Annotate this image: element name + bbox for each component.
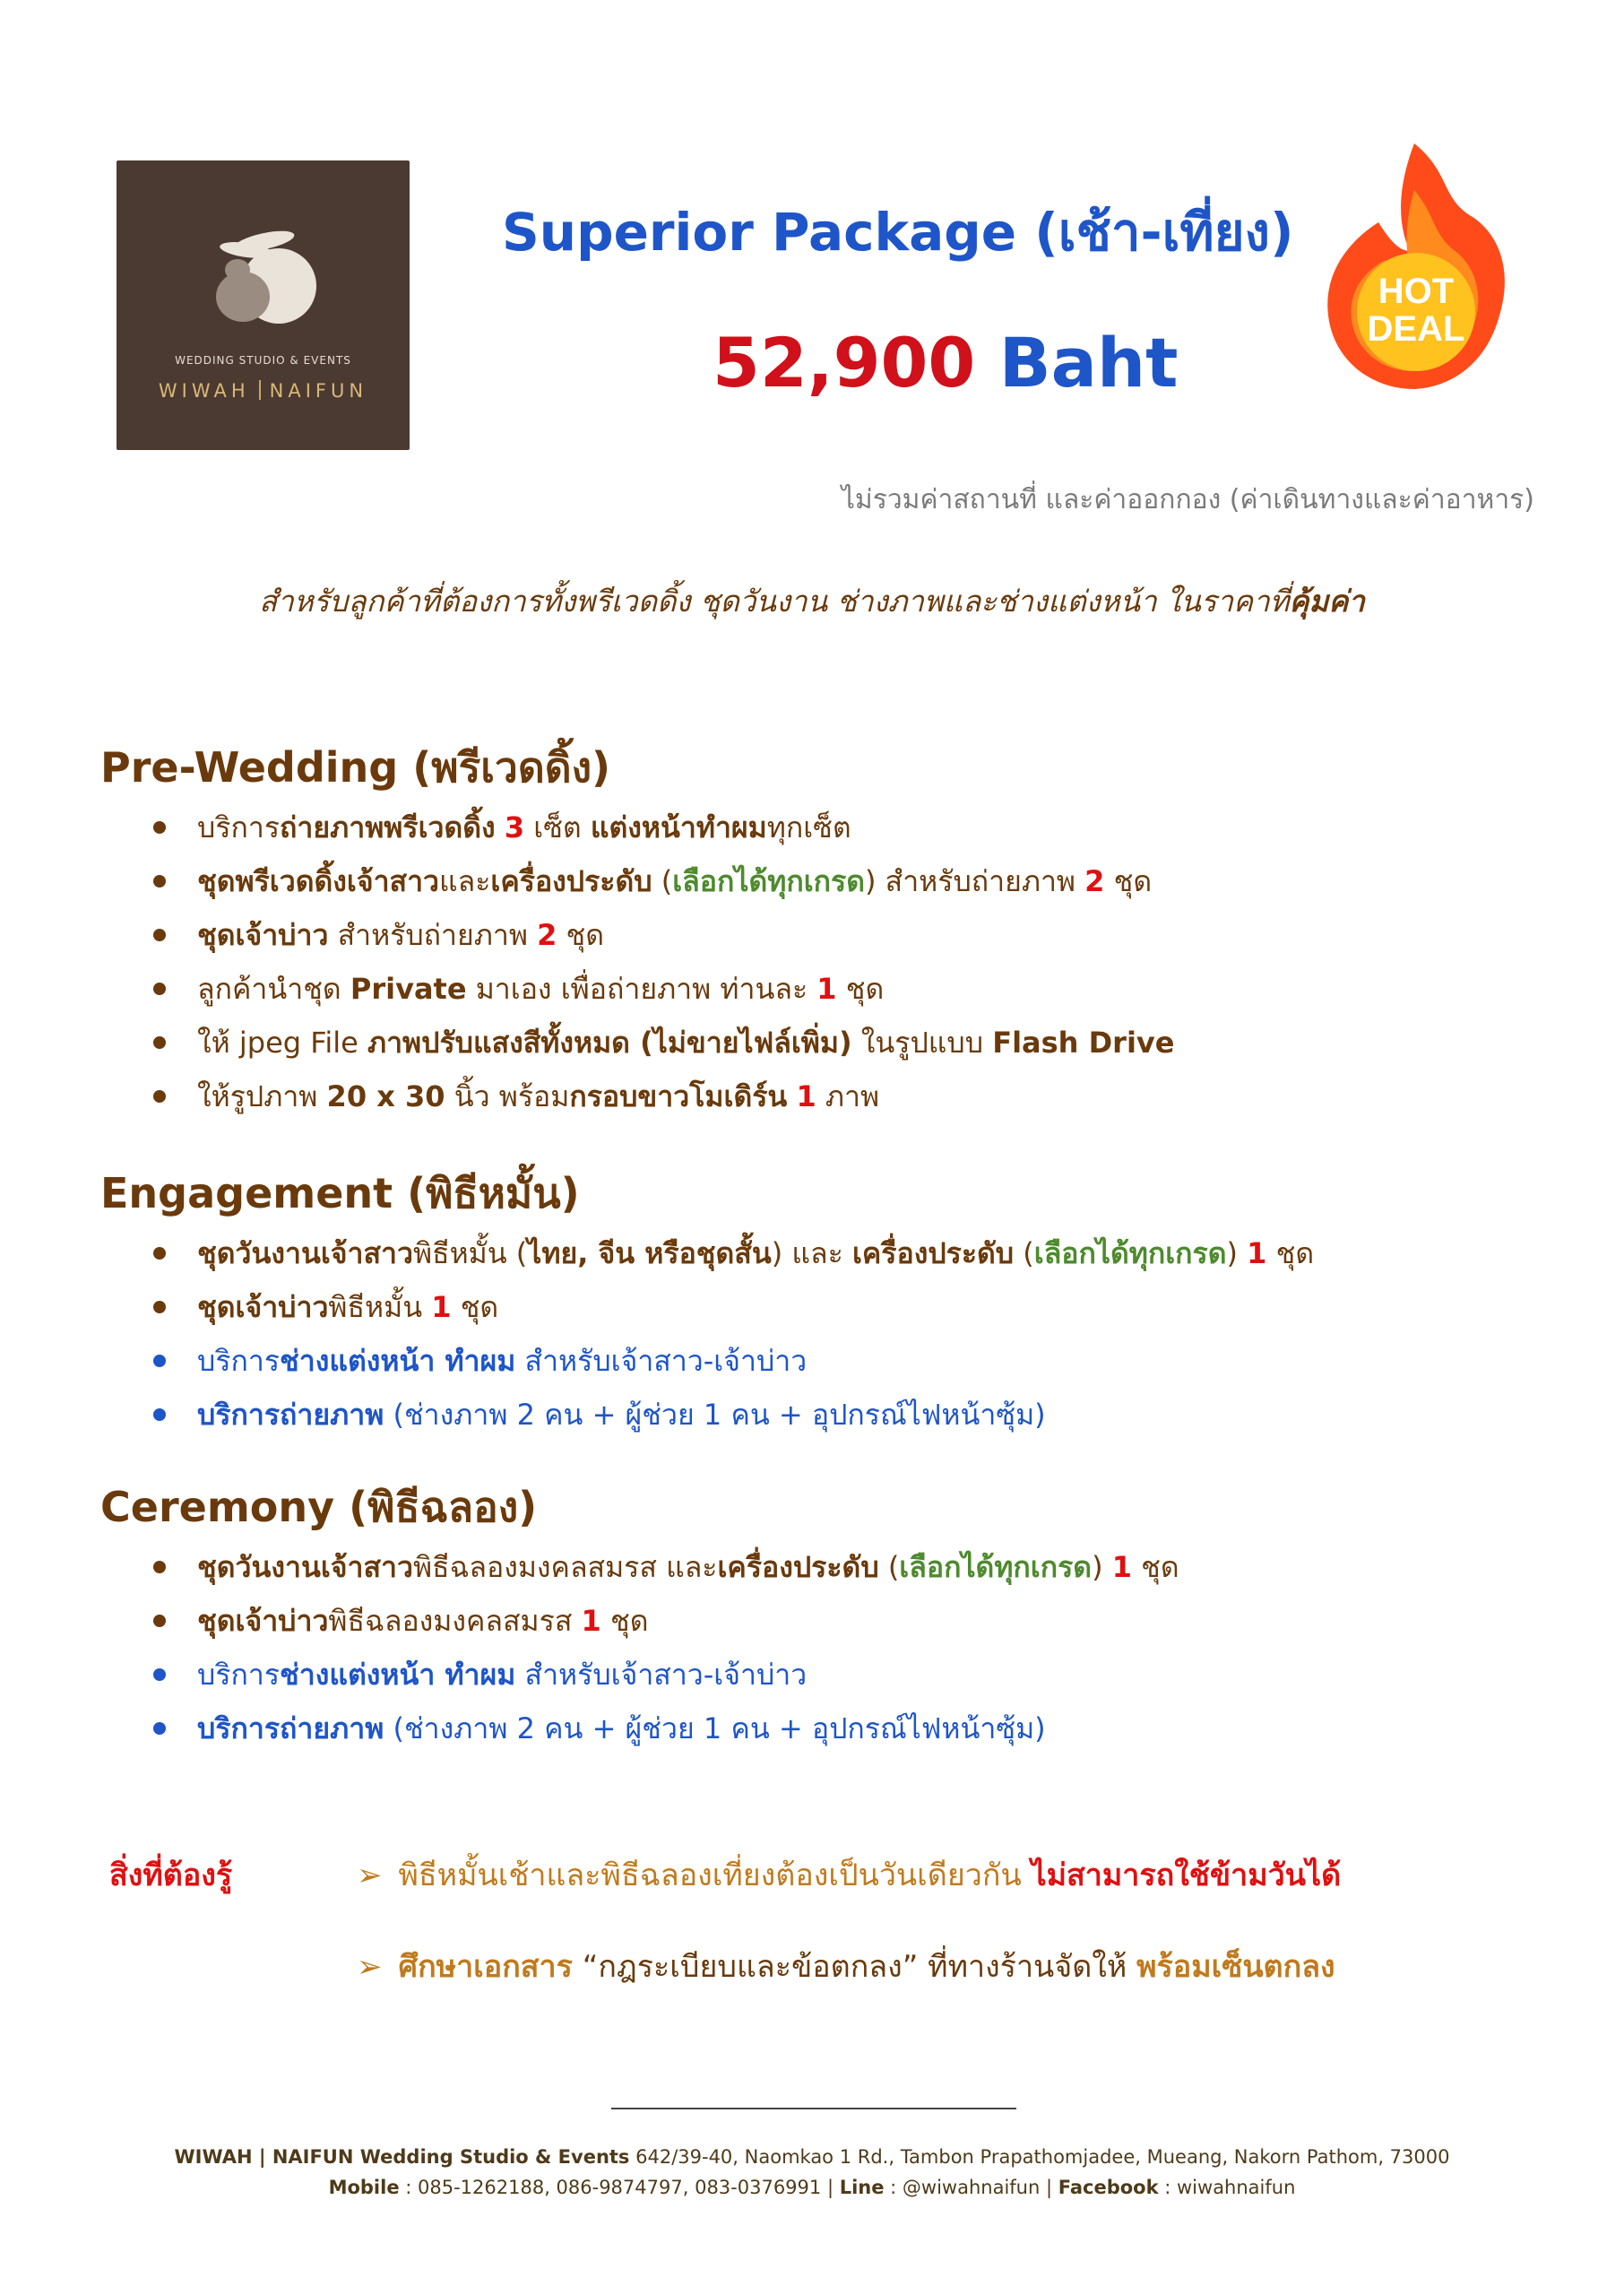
exclusion-note: ไม่รวมค่าสถานที่ และค่าออกกอง (ค่าเดินทางและค่าอาหาร) [841,484,1534,515]
list-item: บริการถ่ายภาพ (ช่างภาพ 2 คน + ผู้ช่วย 1 คน + อุปกรณ์ไฟหน้าซุ้ม) [148,1388,1314,1442]
engagement-list [148,1226,1314,1442]
tagline: สำหรับลูกค้าที่ต้องการทั้งพรีเวดดิ้ง ชุดวันงาน ช่างภาพและช่างแต่งหน้า ในราคาที่คุ้มค่า [259,584,1365,619]
footer-contacts: Mobile : 085-1262188, 086-9874797, 083-0376991 | Line : @wiwahnaifun | Facebook : wiwahnaifun [328,2177,1296,2198]
list-item: ชุดเจ้าบ่าว สำหรับถ่ายภาพ 2 ชุด [148,908,1174,962]
bullet-icon [153,1247,166,1260]
hot-text: HOT [1378,272,1455,311]
bullet-icon [153,1615,166,1627]
arrow-icon: ➢ [357,1949,383,1985]
bullet-icon [153,929,166,941]
list-item: บริการถ่ายภาพพรีเวดดิ้ง 3 เซ็ต แต่งหน้าทำผมทุกเซ็ต [148,801,1174,854]
list-item: ชุดพรีเวดดิ้งเจ้าสาวและเครื่องประดับ (เลือกได้ทุกเกรด) สำหรับถ่ายภาพ 2 ชุด [148,854,1174,908]
prewedding-list [148,801,1174,1123]
list-item: ชุดเจ้าบ่าวพิธีฉลองมงคลสมรส 1 ชุด [148,1594,1179,1648]
bullet-icon [153,983,166,995]
price-amount: 52,900 [713,323,976,403]
list-item: ให้ jpeg File ภาพปรับแสงสีทั้งหมด (ไม่ขายไฟล์เพิ่ม) ในรูปแบบ Flash Drive [148,1016,1174,1070]
bullet-icon [153,1036,166,1049]
bullet-icon [153,1090,166,1103]
list-item: บริการช่างแต่งหน้า ทำผม สำหรับเจ้าสาว-เจ้าบ่าว [148,1648,1179,1702]
bullet-icon [153,1668,166,1681]
logo-studio-text: WEDDING STUDIO & EVENTS [175,354,351,367]
list-item: ชุดเจ้าบ่าวพิธีหมั้น 1 ชุด [148,1280,1314,1334]
list-item: ลูกค้านำชุด Private มาเอง เพื่อถ่ายภาพ ท่านละ 1 ชุด [148,962,1174,1016]
deal-text: DEAL [1367,309,1465,349]
studio-logo [117,160,410,450]
bullet-icon [153,1355,166,1367]
rabbit-logo-icon [202,214,327,331]
logo-brand: WIWAH NAIFUN [158,380,368,402]
ceremony-list [148,1540,1179,1755]
must-know-line-1: ➢ พิธีหมั้นเช้าและพิธีฉลองเที่ยงต้องเป็นวันเดียวกัน ไม่สามารถใช้ข้ามวันได้ [357,1858,1342,1893]
bullet-icon [153,821,166,834]
bullet-icon [153,1561,166,1573]
list-item: บริการถ่ายภาพ (ช่างภาพ 2 คน + ผู้ช่วย 1 คน + อุปกรณ์ไฟหน้าซุ้ม) [148,1702,1179,1755]
package-price [713,323,1178,403]
package-title: Superior Package (เช้า-เที่ยง) [502,202,1294,263]
footer-address: WIWAH | NAIFUN Wedding Studio & Events 642/39-40, Naomkao 1 Rd., Tambon Prapathomjadee, Mueang, Nakorn Pathom, 73000 [174,2146,1450,2168]
list-item: บริการช่างแต่งหน้า ทำผม สำหรับเจ้าสาว-เจ้าบ่าว [148,1334,1314,1388]
bullet-icon [153,875,166,888]
arrow-icon: ➢ [357,1858,383,1893]
bullet-icon [153,1722,166,1735]
footer-divider [611,2108,1016,2109]
ceremony-heading: Ceremony (พิธีฉลอง) [100,1483,538,1531]
prewedding-heading: Pre-Wedding (พรีเวดดิ้ง) [100,743,611,792]
list-item: ชุดวันงานเจ้าสาวพิธีหมั้น (ไทย, จีน หรือชุดสั้น) และ เครื่องประดับ (เลือกได้ทุกเกรด) 1 ชุด [148,1226,1314,1280]
list-item: ให้รูปภาพ 20 x 30 นิ้ว พร้อมกรอบขาวโมเดิร์น 1 ภาพ [148,1070,1174,1123]
engagement-heading: Engagement (พิธีหมั้น) [100,1169,580,1217]
bullet-icon [153,1408,166,1421]
price-unit: Baht [998,323,1179,403]
bullet-icon [153,1301,166,1313]
hot-deal-flame-icon [1316,136,1513,396]
list-item: ชุดวันงานเจ้าสาวพิธีฉลองมงคลสมรส และเครื่องประดับ (เลือกได้ทุกเกรด) 1 ชุด [148,1540,1179,1594]
must-know-line-2: ➢ ศึกษาเอกสาร “กฎระเบียบและข้อตกลง” ที่ทางร้านจัดให้ พร้อมเซ็นตกลง [357,1949,1335,1985]
must-know-label: สิ่งที่ต้องรู้ [109,1858,233,1893]
